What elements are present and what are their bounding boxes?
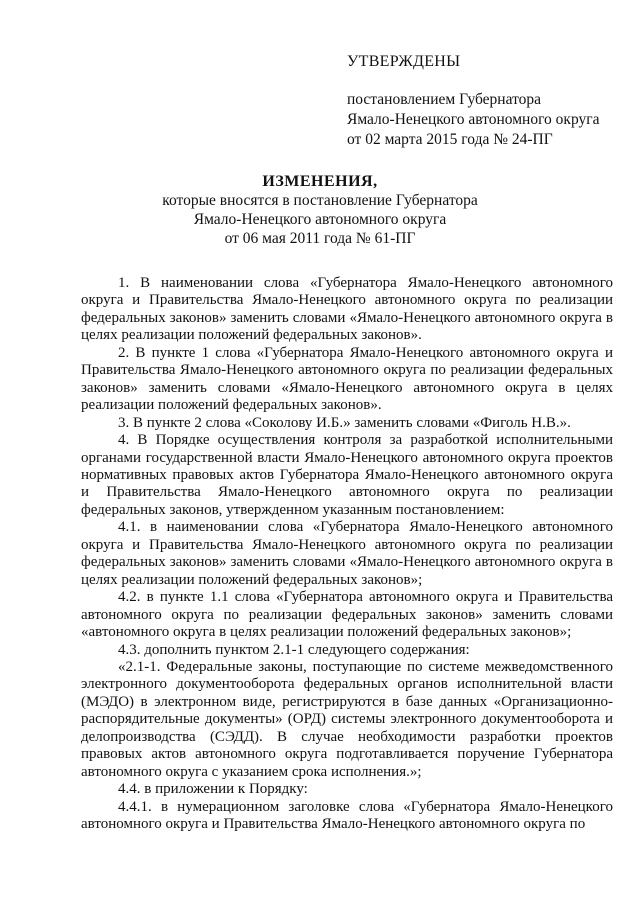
document-body: [81, 275, 613, 834]
paragraph-4-1: 4.1. в наименовании слова «Губернатора Ямало-Ненецкого автономного округа и Правительства Ямало-Ненецкого автономного округа по реализации федеральных законов» заменить словами «Ямало-Ненецкого автономного округа в целях реализации положений федеральных законов»;: [81, 519, 613, 588]
document-title-block: [60, 172, 580, 248]
paragraph-4-4: 4.4. в приложении к Порядку:: [118, 781, 308, 798]
paragraph-4-2: 4.2. в пункте 1.1 слова «Губернатора автономного округа и Правительства автономного округа по реализации федеральных законов» заменить словами «автономного округа в целях реализации положений федеральных законов»;: [81, 589, 613, 641]
paragraph-2: 2. В пункте 1 слова «Губернатора Ямало-Ненецкого автономного округа и Правительства Ямало-Ненецкого автономного округа по реализации федеральных законов» заменить словами «Ямало-Ненецкого автономного округа в целях реализации положений федеральных законов».: [81, 344, 613, 414]
approval-line: постановлением Губернатора: [347, 91, 542, 108]
paragraph-2-1-1-quote: «2.1-1. Федеральные законы, поступающие по системе межведомственного электронного документооборота федеральных органов исполнительной власти (МЭДО) в электронном виде, регистрируются в базе данных «Организационно-распорядительные документы» (ОРД) системы электронного документооборота и делопроизводства (СЭДД). В случае необходимости разработки проектов правовых актов автономного округа подготавливается поручение Губернатора автономного округа с указанием срока исполнения.»;: [81, 658, 613, 780]
approval-heading: УТВЕРЖДЕНЫ: [347, 53, 461, 70]
paragraph-4-3: 4.3. дополнить пунктом 2.1-1 следующего содержания:: [118, 641, 470, 658]
approval-block: [347, 52, 617, 150]
paragraph-4-4-1: 4.4.1. в нумерационном заголовке слова «Губернатора Ямало-Ненецкого автономного округа и Правительства Ямало-Ненецкого автономного округа по: [81, 798, 613, 833]
approval-line: Ямало-Ненецкого автономного округа: [347, 111, 600, 128]
paragraph-1: 1. В наименовании слова «Губернатора Ямало-Ненецкого автономного округа и Правительства Ямало-Ненецкого автономного округа по реализации федеральных законов» заменить словами «Ямало-Ненецкого автономного округа в целях реализации положений федеральных законов».: [81, 275, 613, 344]
document-subtitle-line: от 06 мая 2011 года № 61-ПГ: [224, 230, 416, 247]
document-subtitle-line: Ямало-Ненецкого автономного округа: [193, 211, 447, 228]
paragraph-3: 3. В пункте 2 слова «Соколову И.Б.» заменить словами «Фиголь Н.В.».: [118, 414, 571, 431]
document-title: ИЗМЕНЕНИЯ,: [262, 173, 378, 190]
document-subtitle-line: которые вносятся в постановление Губернатора: [162, 192, 478, 209]
approval-line: от 02 марта 2015 года № 24-ПГ: [347, 131, 553, 148]
paragraph-4: 4. В Порядке осуществления контроля за разработкой исполнительными органами государственной власти Ямало-Ненецкого автономного округа проектов нормативных правовых актов Губернатора Ямало-Ненецкого автономного округа и Правительства Ямало-Ненецкого автономного округа по реализации федеральных законов, утвержденном указанным постановлением:: [81, 432, 613, 518]
